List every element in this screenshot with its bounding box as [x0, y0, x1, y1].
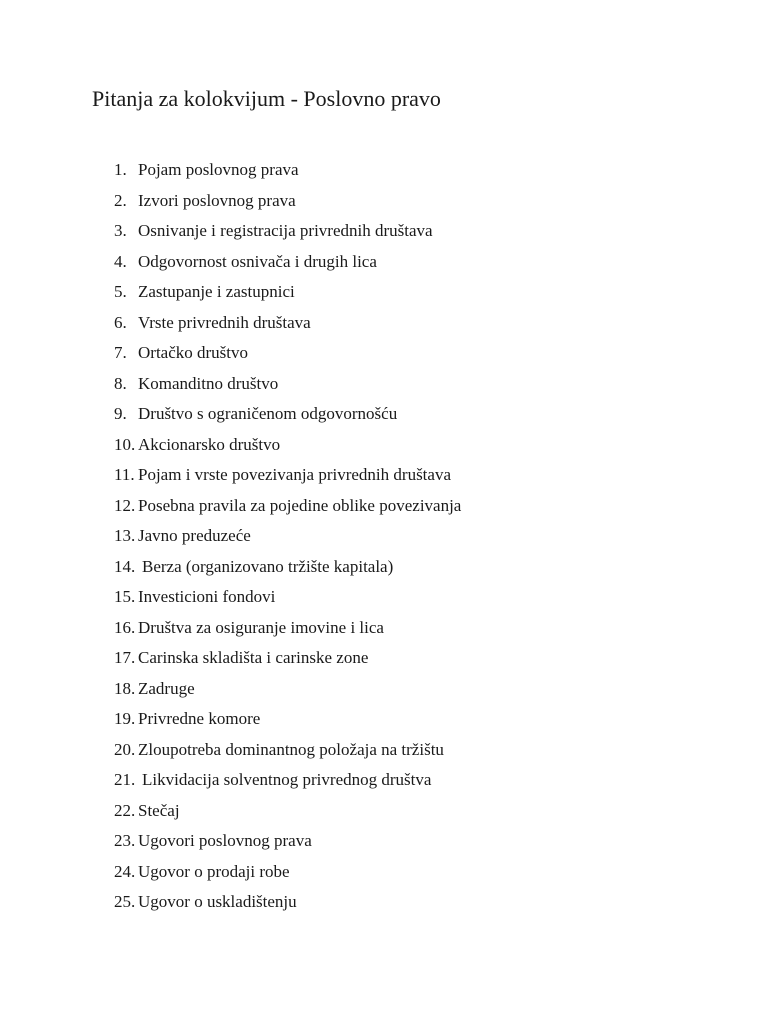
item-number: 13. [114, 526, 136, 545]
item-text: Ortačko društvo [138, 343, 249, 362]
item-number: 3. [114, 221, 127, 240]
item-text: Osnivanje i registracija privrednih društava [138, 221, 433, 240]
list-item [114, 460, 461, 491]
list-item [114, 796, 461, 827]
list-item [114, 247, 461, 278]
item-number: 21. [114, 770, 136, 789]
list-item [114, 704, 461, 735]
item-number: 18. [114, 678, 136, 698]
item-text: Likvidacija solventnog privrednog društva [142, 770, 432, 789]
item-number: 5. [114, 282, 127, 301]
item-number: 22. [114, 800, 136, 820]
list-item [114, 186, 461, 217]
item-text: Investicioni fondovi [138, 587, 276, 606]
list-item [114, 887, 461, 918]
item-number: 2. [114, 190, 127, 210]
item-number: 14. [114, 556, 136, 576]
list-item [114, 216, 461, 247]
item-number: 10. [114, 434, 136, 454]
item-number: 16. [114, 617, 136, 637]
item-number: 15. [114, 587, 136, 606]
item-text: Ugovor o prodaji robe [138, 861, 290, 881]
item-number: 8. [114, 373, 127, 393]
item-number: 24. [114, 861, 136, 881]
item-text: Odgovornost osnivača i drugih lica [138, 251, 377, 271]
item-text: Društvo s ograničenom odgovornošću [138, 404, 398, 423]
list-item [114, 613, 461, 644]
item-text: Društva za osiguranje imovine i lica [138, 617, 384, 637]
item-text: Ugovor o uskladištenju [138, 892, 297, 911]
item-text: Stečaj [138, 800, 180, 820]
item-text: Privredne komore [138, 709, 261, 728]
item-number: 4. [114, 251, 127, 271]
item-number: 6. [114, 312, 127, 332]
item-text: Zadruge [138, 678, 195, 698]
item-text: Komanditno društvo [138, 373, 279, 393]
item-text: Javno preduzeće [138, 526, 251, 545]
item-number: 11. [114, 465, 135, 484]
list-item [114, 765, 461, 796]
item-number: 23. [114, 831, 136, 850]
item-number: 12. [114, 495, 136, 515]
list-item [114, 552, 461, 583]
item-text: Zastupanje i zastupnici [138, 282, 295, 301]
list-item [114, 155, 461, 186]
list-item [114, 857, 461, 888]
list-item [114, 338, 461, 369]
item-number: 7. [114, 343, 127, 362]
item-number: 17. [114, 648, 136, 667]
item-text: Izvori poslovnog prava [138, 190, 296, 210]
item-number: 19. [114, 709, 136, 728]
list-item [114, 430, 461, 461]
list-item [114, 277, 461, 308]
list-item [114, 643, 461, 674]
item-text: Zloupotreba dominantnog položaja na tržištu [138, 739, 444, 759]
list-item [114, 582, 461, 613]
page-title: Pitanja za kolokvijum - Poslovno pravo [92, 86, 441, 111]
item-text: Posebna pravila za pojedine oblike povezivanja [138, 495, 462, 515]
list-item [114, 491, 461, 522]
question-list [114, 155, 461, 918]
list-item [114, 369, 461, 400]
item-text: Pojam i vrste povezivanja privrednih društava [138, 465, 451, 484]
list-item [114, 735, 461, 766]
list-item [114, 521, 461, 552]
item-number: 9. [114, 404, 127, 423]
list-item [114, 826, 461, 857]
item-text: Ugovori poslovnog prava [138, 831, 312, 850]
item-text: Pojam poslovnog prava [138, 160, 299, 179]
item-text: Vrste privrednih društava [138, 312, 311, 332]
item-number: 1. [114, 160, 127, 179]
list-item [114, 399, 461, 430]
item-text: Akcionarsko društvo [138, 434, 281, 454]
list-item [114, 674, 461, 705]
item-number: 25. [114, 892, 136, 911]
item-text: Carinska skladišta i carinske zone [138, 648, 369, 667]
item-text: Berza (organizovano tržište kapitala) [142, 556, 394, 576]
item-number: 20. [114, 739, 136, 759]
list-item [114, 308, 461, 339]
